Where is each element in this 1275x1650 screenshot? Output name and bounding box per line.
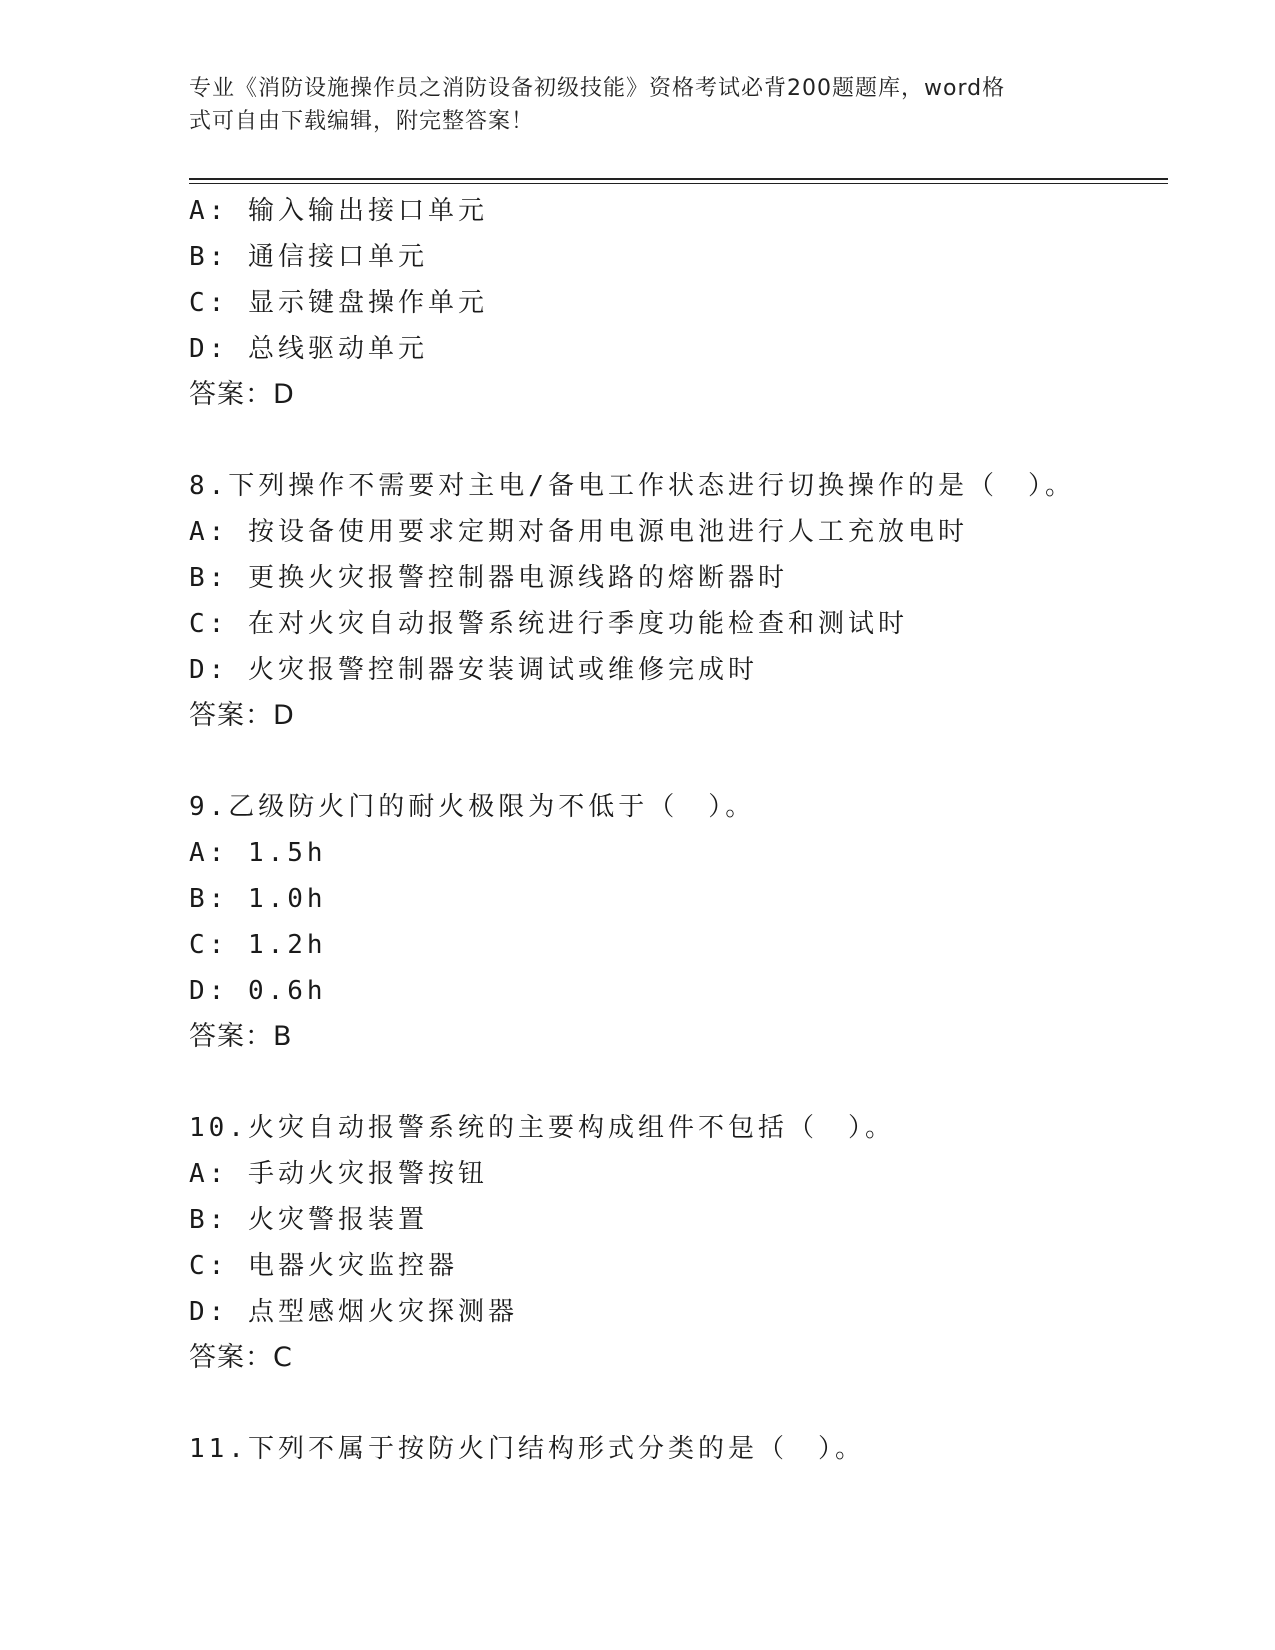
answer-label: 答案：B xyxy=(189,1021,293,1052)
option-b: B: 1.0h xyxy=(189,884,327,914)
header-divider-thick xyxy=(189,178,1168,180)
spacer xyxy=(189,739,1168,784)
question-text: 9.乙级防火门的耐火极限为不低于（ ）。 xyxy=(189,792,756,822)
option-b: B: 更换火灾报警控制器电源线路的熔断器时 xyxy=(189,563,788,593)
option-d: D: 总线驱动单元 xyxy=(189,334,428,364)
header-divider-thin xyxy=(189,183,1168,184)
answer-label: 答案：D xyxy=(189,379,295,410)
question-list xyxy=(189,188,1168,1472)
answer-label: 答案：D xyxy=(189,700,295,731)
option-a: A: 手动火灾报警按钮 xyxy=(189,1159,488,1189)
answer-label: 答案：C xyxy=(189,1342,293,1373)
option-a: A: 1.5h xyxy=(189,838,327,868)
question-text: 10.火灾自动报警系统的主要构成组件不包括（ ）。 xyxy=(189,1113,895,1143)
option-a: A: 按设备使用要求定期对备用电源电池进行人工充放电时 xyxy=(189,517,968,547)
option-c: C: 在对火灾自动报警系统进行季度功能检查和测试时 xyxy=(189,609,908,639)
question-block-11 xyxy=(189,1426,1168,1472)
option-d: D: 点型感烟火灾探测器 xyxy=(189,1297,518,1327)
option-a: A: 输入输出接口单元 xyxy=(189,196,488,226)
spacer xyxy=(189,1060,1168,1105)
header-line-1: 专业《消防设施操作员之消防设备初级技能》资格考试必背200题题库，word格 xyxy=(189,76,1006,101)
document-header xyxy=(189,72,1089,138)
question-text: 8.下列操作不需要对主电/备电工作状态进行切换操作的是（ ）。 xyxy=(189,471,1075,501)
header-line-2: 式可自由下载编辑，附完整答案！ xyxy=(189,109,535,134)
option-c: C: 显示键盘操作单元 xyxy=(189,288,488,318)
option-d: D: 火灾报警控制器安装调试或维修完成时 xyxy=(189,655,758,685)
option-b: B: 火灾警报装置 xyxy=(189,1205,428,1235)
option-c: C: 1.2h xyxy=(189,930,327,960)
question-block-7 xyxy=(189,188,1168,418)
question-block-10 xyxy=(189,1105,1168,1381)
option-d: D: 0.6h xyxy=(189,976,327,1006)
spacer xyxy=(189,1381,1168,1426)
option-b: B: 通信接口单元 xyxy=(189,242,428,272)
option-c: C: 电器火灾监控器 xyxy=(189,1251,458,1281)
question-block-9 xyxy=(189,784,1168,1060)
question-block-8 xyxy=(189,463,1168,739)
question-text: 11.下列不属于按防火门结构形式分类的是（ ）。 xyxy=(189,1434,865,1464)
spacer xyxy=(189,418,1168,463)
